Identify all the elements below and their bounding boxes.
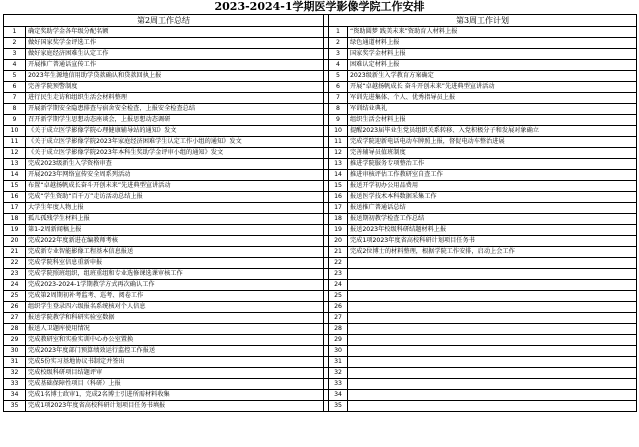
table-row (4, 302, 637, 313)
plan-item-text (348, 280, 637, 291)
summary-item-number: 6 (4, 82, 26, 93)
table-row (4, 401, 637, 412)
plan-item-text (348, 313, 637, 324)
summary-item-number: 8 (4, 104, 26, 115)
work-schedule-table (3, 14, 637, 412)
plan-item-text: 军训结业典礼 (348, 104, 637, 115)
table-row (4, 93, 637, 104)
summary-item-text: 报送人卫题库使用情况 (26, 324, 324, 335)
table-row (4, 192, 637, 203)
summary-item-text: 开展新学期安全隐患排查与宿舍安全检查，上报安全检查总结 (26, 104, 324, 115)
plan-item-number: 27 (329, 313, 348, 324)
week3-plan-header: 第3周工作计划 (329, 15, 637, 27)
summary-item-text: 开展2023年网络宣传安全周系列活动 (26, 170, 324, 181)
summary-item-number: 17 (4, 203, 26, 214)
plan-item-number: 15 (329, 181, 348, 192)
plan-item-number: 1 (329, 27, 348, 38)
table-row (4, 269, 637, 280)
summary-item-text: 完成1名博士政审1，完成2名博士引进所需材料收集 (26, 390, 324, 401)
summary-item-number: 35 (4, 401, 26, 412)
table-row (4, 236, 637, 247)
table-header-row (4, 15, 637, 27)
summary-item-text: 孤儿孤残学生材料上报 (26, 214, 324, 225)
summary-item-text: 大学生年度人物上报 (26, 203, 324, 214)
table-row (4, 346, 637, 357)
summary-item-text: 《关于成立医学影像学院心理健康辅导站的通知》发文 (26, 126, 324, 137)
summary-item-text: 进行民生走访和组织生活会材料整理 (26, 93, 324, 104)
plan-item-number: 11 (329, 137, 348, 148)
table-row (4, 27, 637, 38)
plan-item-text: “资助圆梦 践美未来”资助育人材料上报 (348, 27, 637, 38)
table-row (4, 258, 637, 269)
plan-item-text: 绿色通道材料上报 (348, 38, 637, 49)
summary-item-text: 完成学院科室信息重新申报 (26, 258, 324, 269)
summary-item-number: 2 (4, 38, 26, 49)
summary-item-number: 1 (4, 27, 26, 38)
plan-item-number: 32 (329, 368, 348, 379)
table-row (4, 104, 637, 115)
plan-item-number: 18 (329, 214, 348, 225)
summary-item-number: 3 (4, 49, 26, 60)
summary-item-number: 33 (4, 379, 26, 390)
summary-item-text: 完成2023-2024-1学期教学方式再次确认工作 (26, 280, 324, 291)
summary-item-text: 完成“学生资助“百千万”走访活动总结上报 (26, 192, 324, 203)
summary-item-text: 完成校级科研项目结题评审 (26, 368, 324, 379)
plan-item-text (348, 346, 637, 357)
plan-item-text: 推进学院服务专项整治工作 (348, 159, 637, 170)
table-row (4, 291, 637, 302)
table-row (4, 313, 637, 324)
plan-item-number: 5 (329, 71, 348, 82)
summary-item-text: 完成2022年度新进在编教师考核 (26, 236, 324, 247)
plan-item-number: 7 (329, 93, 348, 104)
table-row (4, 390, 637, 401)
plan-item-number: 22 (329, 258, 348, 269)
table-row (4, 126, 637, 137)
summary-item-number: 14 (4, 170, 26, 181)
table-row (4, 137, 637, 148)
plan-item-text (348, 291, 637, 302)
plan-item-text: 完成2位博士的材料整理，根据学院工作安排，启动上会工作 (348, 247, 637, 258)
plan-item-text: 报送期初教学检查工作总结 (348, 214, 637, 225)
table-row (4, 247, 637, 258)
summary-item-text: 完成新专业智能影像工程基本信息报送 (26, 247, 324, 258)
plan-item-text: 困难认定材料上报 (348, 60, 637, 71)
plan-item-number: 14 (329, 170, 348, 181)
plan-item-number: 30 (329, 346, 348, 357)
plan-item-text (348, 258, 637, 269)
summary-item-number: 9 (4, 115, 26, 126)
plan-item-text: 推进审核评估工作教研室自查工作 (348, 170, 637, 181)
table-row (4, 280, 637, 291)
plan-item-number: 20 (329, 236, 348, 247)
table-row (4, 60, 637, 71)
plan-item-text (348, 302, 637, 313)
document-title: 2023-2024-1学期医学影像学院工作安排 (214, 0, 425, 13)
plan-item-text (348, 390, 637, 401)
summary-item-number: 18 (4, 214, 26, 225)
table-row (4, 159, 637, 170)
plan-item-text: 报送医学技术本科数据采集工作 (348, 192, 637, 203)
plan-item-text: 报送推广普通话总结 (348, 203, 637, 214)
table-row (4, 49, 637, 60)
plan-item-number: 31 (329, 357, 348, 368)
summary-item-text: 2023年生源地信用助学贷款确认和贷款回执上报 (26, 71, 324, 82)
summary-item-number: 22 (4, 258, 26, 269)
plan-item-number: 34 (329, 390, 348, 401)
summary-item-number: 7 (4, 93, 26, 104)
summary-item-text: 召开新学期学生思想动态座谈会，上报思想动态调研 (26, 115, 324, 126)
table-row (4, 38, 637, 49)
table-row (4, 324, 637, 335)
plan-item-text: 提醒2023届毕业生党员组织关系转移、入党积极分子和发展对象确立 (348, 126, 637, 137)
plan-item-number: 28 (329, 324, 348, 335)
table-row (4, 181, 637, 192)
summary-item-number: 30 (4, 346, 26, 357)
summary-item-number: 23 (4, 269, 26, 280)
summary-item-number: 4 (4, 60, 26, 71)
plan-item-text (348, 357, 637, 368)
summary-item-number: 10 (4, 126, 26, 137)
summary-item-text: 完成1项2023年度省高校科研计划项目任务书填报 (26, 401, 324, 412)
plan-item-text: 组织生活会材料上报 (348, 115, 637, 126)
plan-item-text: 报送开学初办公用品费用 (348, 181, 637, 192)
plan-item-text (348, 324, 637, 335)
summary-item-number: 26 (4, 302, 26, 313)
summary-item-number: 11 (4, 137, 26, 148)
summary-item-text: 开展推广普通话宣传工作 (26, 60, 324, 71)
plan-item-text: 2023级新生入学教育方案确定 (348, 71, 637, 82)
summary-item-text: 完善学院预警制度 (26, 82, 324, 93)
summary-item-number: 34 (4, 390, 26, 401)
plan-item-number: 29 (329, 335, 348, 346)
table-row (4, 214, 637, 225)
plan-item-number: 3 (329, 49, 348, 60)
plan-item-text: 开展“卓越扬帆成长 奋斗开创未来”先进典型宣讲活动 (348, 82, 637, 93)
table-row (4, 379, 637, 390)
summary-item-text: 完成基础保障性项目（科研）上报 (26, 379, 324, 390)
table-row (4, 368, 637, 379)
table-row (4, 225, 637, 236)
plan-item-text (348, 401, 637, 412)
summary-item-text: 《关于成立医学影像学院2023年家庭经济困难学生认定工作小组的通知》发文 (26, 137, 324, 148)
summary-item-text: 做好国家奖学金评选工作 (26, 38, 324, 49)
table-row (4, 71, 637, 82)
table-row (4, 170, 637, 181)
table-row (4, 335, 637, 346)
plan-item-number: 35 (329, 401, 348, 412)
plan-item-text: 完善辅导员值班制度 (348, 148, 637, 159)
summary-item-number: 16 (4, 192, 26, 203)
table-row (4, 148, 637, 159)
summary-item-number: 19 (4, 225, 26, 236)
summary-item-number: 12 (4, 148, 26, 159)
summary-item-text: 完成学院照班组织，组班重组和专业选修课选课审核工作 (26, 269, 324, 280)
table-row (4, 115, 637, 126)
summary-item-text: 完成2023年度部门预算绩效运行监控工作报送 (26, 346, 324, 357)
plan-item-text: 军训先进集体、个人、优秀指导员上报 (348, 93, 637, 104)
plan-item-number: 10 (329, 126, 348, 137)
summary-item-text: 确定奖助学金各年级分配名额 (26, 27, 324, 38)
plan-item-number: 2 (329, 38, 348, 49)
plan-item-number: 33 (329, 379, 348, 390)
plan-item-number: 8 (329, 104, 348, 115)
plan-item-text (348, 379, 637, 390)
plan-item-number: 26 (329, 302, 348, 313)
plan-item-number: 13 (329, 159, 348, 170)
plan-item-number: 25 (329, 291, 348, 302)
plan-item-number: 6 (329, 82, 348, 93)
summary-item-text: 组织学生登录四六级报名系统核对个人信息 (26, 302, 324, 313)
plan-item-number: 12 (329, 148, 348, 159)
summary-item-number: 25 (4, 291, 26, 302)
summary-item-number: 20 (4, 236, 26, 247)
plan-item-number: 9 (329, 115, 348, 126)
summary-item-text: 布置“卓越扬帆成长奋斗开创未来”先进典型宣讲活动 (26, 181, 324, 192)
table-row (4, 82, 637, 93)
plan-item-text: 完成学院迎新电话电动车牌照上报，督促电动车整治进展 (348, 137, 637, 148)
plan-item-number: 24 (329, 280, 348, 291)
plan-item-number: 4 (329, 60, 348, 71)
summary-item-number: 31 (4, 357, 26, 368)
plan-item-text: 国家奖学金材料上报 (348, 49, 637, 60)
summary-item-number: 21 (4, 247, 26, 258)
summary-item-text: 完成5份实习基地协议书制定并签出 (26, 357, 324, 368)
plan-item-number: 19 (329, 225, 348, 236)
plan-item-text: 完成1项2023年度省高校科研计划项目任务书 (348, 236, 637, 247)
summary-item-number: 32 (4, 368, 26, 379)
summary-item-text: 完成教研室和实验实训中心办公室置换 (26, 335, 324, 346)
plan-item-text: 报送2023年校级科研结题材料上报 (348, 225, 637, 236)
summary-item-text: 报送学院教学和科研实验室数据 (26, 313, 324, 324)
summary-item-text: 完成2023级新生入学资格审查 (26, 159, 324, 170)
plan-item-text (348, 269, 637, 280)
summary-item-number: 27 (4, 313, 26, 324)
table-row (4, 203, 637, 214)
summary-item-text: 《关于成立医学影像学院2023年本科生奖助学金评审小组的通知》发文 (26, 148, 324, 159)
plan-item-number: 16 (329, 192, 348, 203)
summary-item-number: 29 (4, 335, 26, 346)
summary-item-number: 13 (4, 159, 26, 170)
week2-summary-header: 第2周工作总结 (4, 15, 324, 27)
plan-item-number: 17 (329, 203, 348, 214)
summary-item-text: 完成第2周期初补考监考、巡考、阅卷工作 (26, 291, 324, 302)
summary-item-text: 第1-2周新闻稿上报 (26, 225, 324, 236)
summary-item-number: 5 (4, 71, 26, 82)
summary-item-text: 做好家庭经济困难生认定工作 (26, 49, 324, 60)
plan-item-number: 21 (329, 247, 348, 258)
plan-item-text (348, 368, 637, 379)
plan-item-text (348, 335, 637, 346)
plan-item-number: 23 (329, 269, 348, 280)
table-row (4, 357, 637, 368)
summary-item-number: 15 (4, 181, 26, 192)
summary-item-number: 28 (4, 324, 26, 335)
summary-item-number: 24 (4, 280, 26, 291)
